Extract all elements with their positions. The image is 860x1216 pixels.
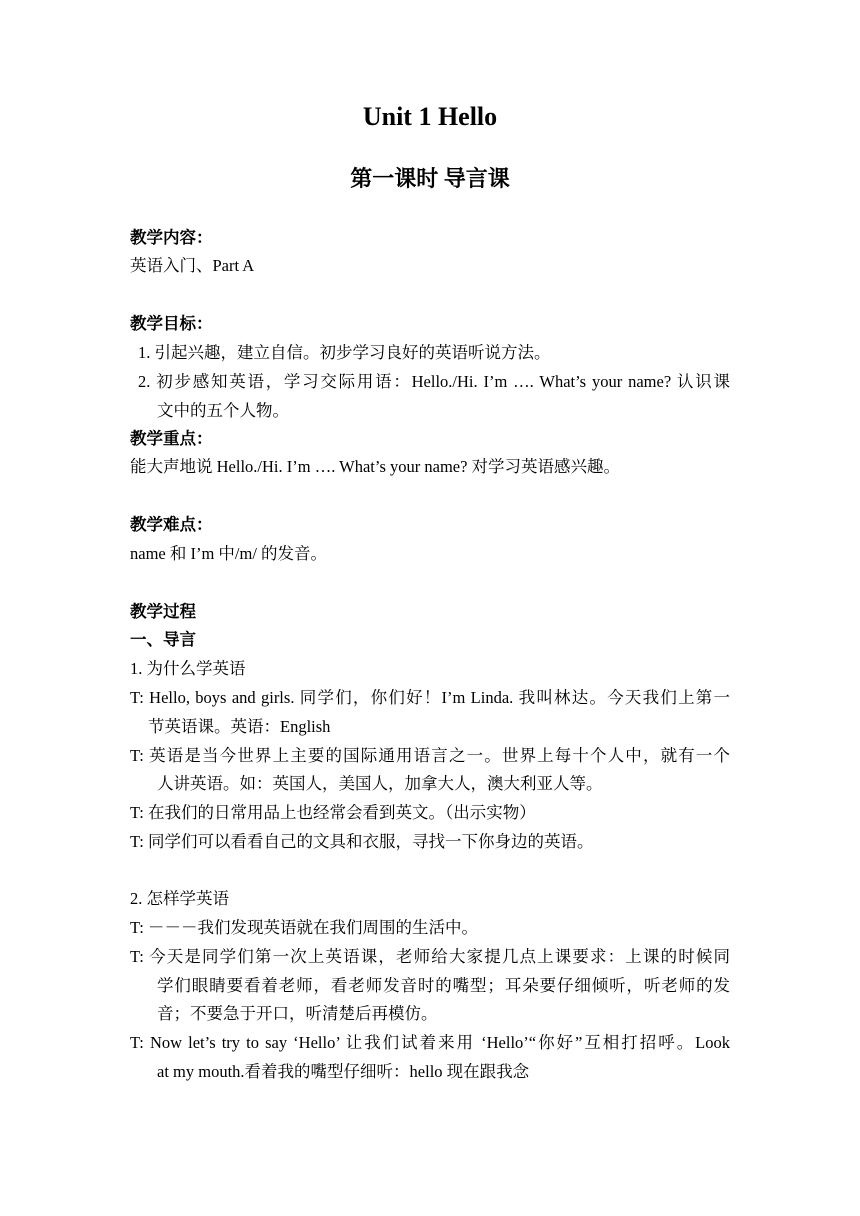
section-1-heading: 一、导言	[130, 630, 196, 649]
paragraph-1-line-2: 节英语课。英语：English	[148, 717, 331, 736]
goal-item-2-line-1: 2. 初步感知英语，学习交际用语：Hello./Hi. I’m …. What’s your name? 认识课	[138, 372, 730, 391]
paragraph-3: T: 在我们的日常用品上也经常会看到英文。（出示实物）	[130, 803, 536, 822]
goal-item-1: 1. 引起兴趣，建立自信。初步学习良好的英语听说方法。	[138, 343, 551, 362]
document-title: Unit 1 Hello	[362, 102, 498, 131]
paragraph-6-line-2: 学们眼睛要看着老师，看老师发音时的嘴型；耳朵要仔细倾听，听老师的发	[157, 976, 730, 995]
key-points-text: 能大声地说 Hello./Hi. I’m …. What’s your name? 对学习英语感兴趣。	[130, 457, 621, 476]
paragraph-6-line-3: 音；不要急于开口，听清楚后再模仿。	[157, 1004, 438, 1023]
difficulty-heading: 教学难点：	[130, 515, 213, 534]
key-points-heading: 教学重点：	[130, 429, 213, 448]
content-heading: 教学内容：	[130, 228, 213, 247]
subsection-1-heading: 1. 为什么学英语	[130, 659, 246, 678]
process-heading: 教学过程	[130, 602, 196, 621]
goals-heading: 教学目标：	[130, 314, 213, 333]
paragraph-4: T: 同学们可以看看自己的文具和衣服，寻找一下你身边的英语。	[130, 832, 594, 851]
difficulty-text: name 和 I’m 中/m/ 的发音。	[130, 544, 328, 563]
subsection-2-heading: 2. 怎样学英语	[130, 889, 229, 908]
lesson-subtitle: 第一课时 导言课	[350, 166, 510, 191]
paragraph-6-line-1: T: 今天是同学们第一次上英语课，老师给大家提几点上课要求：上课的时候同	[130, 947, 730, 966]
paragraph-1-line-1: T: Hello, boys and girls. 同学们，你们好！I’m Linda. 我叫林达。今天我们上第一	[130, 688, 730, 707]
paragraph-2-line-2: 人讲英语。如：英国人，美国人，加拿大人，澳大利亚人等。	[157, 774, 603, 793]
paragraph-7-line-1: T: Now let’s try to say ‘Hello’ 让我们试着来用 ‘Hello’“你好”互相打招呼。Look	[130, 1033, 730, 1052]
paragraph-5: T: －－－我们发现英语就在我们周围的生活中。	[130, 918, 478, 937]
paragraph-2-line-1: T: 英语是当今世界上主要的国际通用语言之一。世界上每十个人中，就有一个	[130, 746, 730, 765]
paragraph-7-line-2: at my mouth.看着我的嘴型仔细听：hello 现在跟我念	[157, 1062, 530, 1081]
content-text: 英语入门、Part A	[130, 256, 255, 275]
goal-item-2-line-2: 文中的五个人物。	[157, 401, 289, 420]
